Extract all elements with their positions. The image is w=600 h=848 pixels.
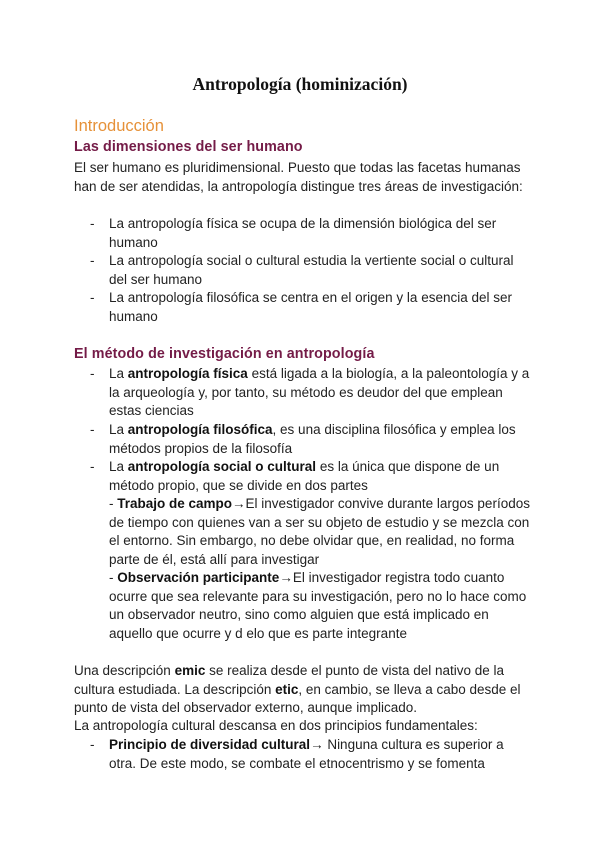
paragraph-emic-etic: Una descripción emic se realiza desde el punto de vista del nativo de la cultura estudiada. La descripción etic, en cambio, se lleva a cabo desde el punto de vista del observador externo, aunque implicado. [74,663,521,715]
sub-item-participant-observation [90,569,530,643]
bold-term: emic [174,663,206,678]
bold-term: antropología física [127,366,248,381]
bullet-dash: - [90,216,95,231]
list-item [90,215,530,252]
bullet-dash: - [90,290,95,305]
list-item [90,365,530,421]
sub-item-text: - Trabajo de campo→El investigador convive durante largos períodos de tiempo con quienes van a ser su objeto de estudio y se mezcla con el entorno. Sin embargo, no debe olvidar que, en realidad, no forma parte de él, está allí para investigar [109,496,530,567]
list-item-text: La antropología social o cultural estudia la vertiente social o cultural del ser humano [109,253,514,287]
paragraph-principles: La antropología cultural descansa en dos principios fundamentales: [74,718,478,733]
section-heading-method: El método de investigación en antropología [74,346,375,362]
bold-term: antropología filosófica [127,422,273,437]
bullet-dash: - [90,366,95,381]
list-item [90,736,530,773]
bold-term: Observación participante [117,570,280,585]
list-item-text: La antropología filosófica se centra en el origen y la esencia del ser humano [109,290,512,324]
bold-term: Trabajo de campo [117,496,233,511]
list-item-text: La antropología filosófica, es una disciplina filosófica y emplea los métodos propios de la filosofía [109,422,516,456]
list-item [90,289,530,326]
sub-item-text: - Observación participante→El investigador registra todo cuanto ocurre que sea relevante para su investigación, pero no lo hace como un observador neutro, sino como alguien que está implicado en aquello que ocurre y d elo que es parte integrante [109,570,527,641]
bold-term: antropología social o cultural [127,459,317,474]
list-item-text: La antropología física está ligada a la biología, a la paleontología y a la arqueología y, por tanto, su método es deudor del que emplean estas ciencias [109,366,530,418]
bullet-dash: - [90,253,95,268]
list-item [90,421,530,458]
list-item [90,252,530,289]
list-item-text: La antropología física se ocupa de la dimensión biológica del ser humano [109,216,497,250]
bold-term: Principio de diversidad cultural [109,737,311,752]
section-heading-dimensions: Las dimensiones del ser humano [74,139,303,155]
bold-term: etic [275,681,299,697]
bullet-dash: - [90,737,95,752]
paragraph-dimensions: El ser humano es pluridimensional. Puesto que todas las facetas humanas han de ser atendidas, la antropología distingue tres áreas de investigación: [74,160,523,194]
bullet-dash: - [90,459,95,474]
list-item [90,458,530,495]
sub-item-field-work [90,495,530,569]
bullet-dash: - [90,422,95,437]
list-item-text: Principio de diversidad cultural→ Ninguna cultura es superior a otra. De este modo, se combate el etnocentrismo y se fomenta [109,737,504,771]
document-title: Antropología (hominización) [192,74,408,94]
list-item-text: La antropología social o cultural es la única que dispone de un método propio, que se divide en dos partes [109,459,500,493]
introduction-heading: Introducción [74,117,164,135]
